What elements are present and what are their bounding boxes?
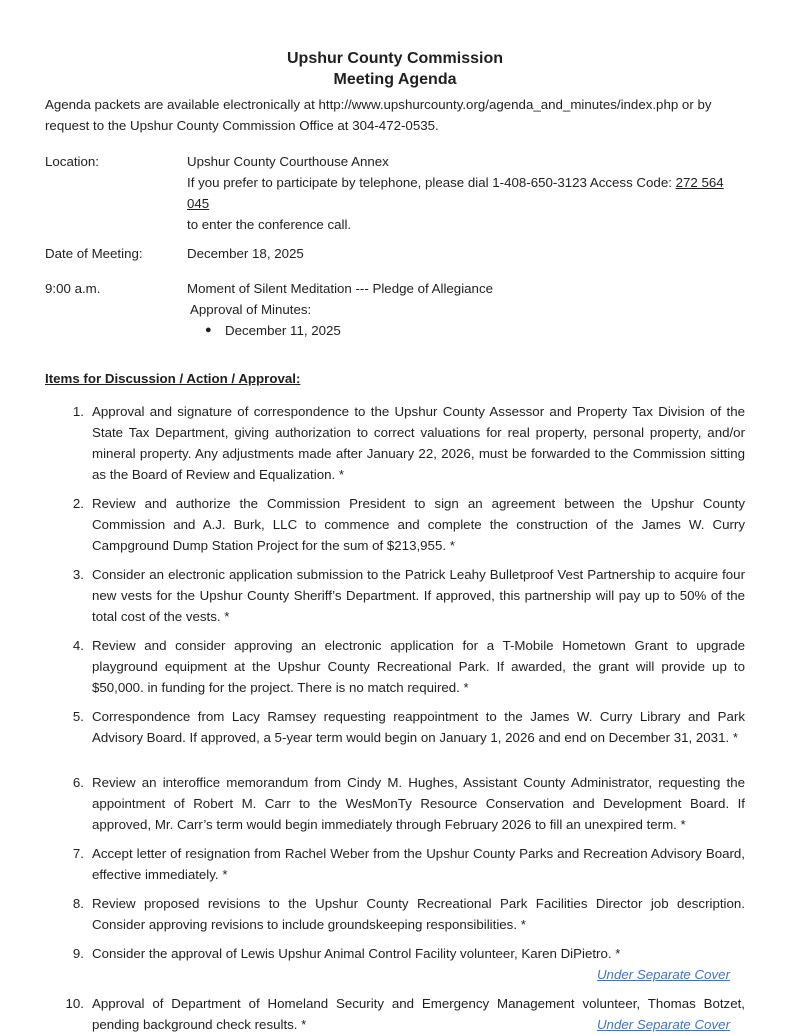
intro-paragraph: Agenda packets are available electronically at http://www.upshurcounty.org/agenda_and_minutes/index.php or by request to the Upshur County Commission Office at 304-472-0535. — [45, 97, 712, 133]
meditation-pledge-line: Moment of Silent Meditation --- Pledge of Allegiance — [187, 281, 493, 296]
location-label: Location: — [45, 154, 99, 169]
agenda-item-9 — [45, 943, 745, 985]
location-value — [187, 151, 745, 235]
item-number: 5. — [72, 709, 84, 724]
access-code: 272 564 045 — [187, 175, 724, 211]
agenda-item-8 — [45, 893, 745, 935]
item-number: 7. — [72, 846, 84, 861]
meeting-time-value — [187, 278, 745, 341]
meeting-date-row — [45, 243, 745, 264]
agenda-items-list — [45, 401, 745, 1035]
item-text: Consider the approval of Lewis Upshur Animal Control Facility volunteer, Karen DiPietro. * — [92, 946, 621, 961]
item-text: Review an interoffice memorandum from Cindy M. Hughes, Assistant County Administrator, requesting the appointment of Robert M. Carr to the WesMonTy Resource Conservation and Development Board. If approved, Mr. Carr’s term would begin immediately through February 2026 to fill an unexpired term. * — [92, 775, 745, 832]
item-number: 4. — [72, 638, 84, 653]
document-title — [45, 48, 745, 90]
item-text: Accept letter of resignation from Rachel Weber from the Upshur County Parks and Recreation Advisory Board, effective immediately. * — [92, 846, 745, 882]
item-number: 10. — [65, 996, 84, 1011]
item-text: Consider an electronic application submission to the Patrick Leahy Bulletproof Vest Partnership to acquire four new vests for the Upshur County Sheriff’s Department. If approved, this partnership will pay up to 50% of the total cost of the vests. * — [92, 567, 745, 624]
minutes-date: December 11, 2025 — [225, 323, 341, 338]
location-row — [45, 151, 745, 235]
item-text: Review proposed revisions to the Upshur County Recreational Park Facilities Director job description. Consider approving revisions to include groundskeeping responsibilities. * — [92, 896, 745, 932]
item-number: 3. — [72, 567, 84, 582]
section-heading: Items for Discussion / Action / Approval: — [45, 371, 301, 386]
agenda-item-7 — [45, 843, 745, 885]
title-line-2: Meeting Agenda — [333, 71, 457, 88]
location-line-2 — [187, 172, 745, 214]
minutes-date-item — [205, 320, 745, 341]
agenda-item-4 — [45, 635, 745, 698]
under-separate-cover-link[interactable]: Under Separate Cover — [596, 967, 730, 982]
approval-of-minutes-line: Approval of Minutes: — [190, 302, 312, 317]
item-number: 6. — [72, 775, 84, 790]
meeting-date-value: December 18, 2025 — [187, 246, 304, 261]
item-number: 9. — [72, 946, 84, 961]
bullet-icon: ● — [205, 324, 212, 336]
meeting-date-label: Date of Meeting: — [45, 246, 143, 261]
item-number: 2. — [72, 496, 84, 511]
agenda-item-10 — [45, 993, 745, 1035]
agenda-item-5 — [45, 706, 745, 748]
title-line-1: Upshur County Commission — [286, 50, 503, 67]
agenda-item-6 — [45, 772, 745, 835]
item-text: Approval and signature of correspondence to the Upshur County Assessor and Property Tax Division of the State Tax Department, giving authorization to correct valuations for real property, personal property, and/or mineral property. Any adjustments made after January 22, 2026, must be forwarded to the Commission sitting as the Board of Review and Equalization. * — [92, 404, 745, 482]
telephone-instructions: If you prefer to participate by telephone, please dial 1-408-650-3123 Access Code: — [187, 175, 676, 190]
agenda-item-3 — [45, 564, 745, 627]
agenda-item-2 — [45, 493, 745, 556]
item-text: Review and consider approving an electronic application for a T-Mobile Hometown Grant to upgrade playground equipment at the Upshur County Recreational Park. If awarded, the grant will provide up to $50,000. in funding for the project. There is no match required. * — [92, 638, 745, 695]
under-separate-cover-link[interactable]: Under Separate Cover — [596, 1017, 730, 1032]
location-line-1: Upshur County Courthouse Annex — [187, 154, 389, 169]
meeting-time-row — [45, 278, 745, 341]
agenda-item-1 — [45, 401, 745, 485]
meeting-time-label: 9:00 a.m. — [45, 281, 101, 296]
item-text: Approval of Department of Homeland Security and Emergency Management volunteer, Thomas Botzet, pending background check results. * — [92, 996, 745, 1032]
location-line-3: to enter the conference call. — [187, 217, 352, 232]
item-text: Review and authorize the Commission President to sign an agreement between the Upshur County Commission and A.J. Burk, LLC to commence and complete the construction of the James W. Curry Campground Dump Station Project for the sum of $213,955. * — [92, 496, 745, 553]
item-text: Correspondence from Lacy Ramsey requesting reappointment to the James W. Curry Library and Park Advisory Board. If approved, a 5-year term would begin on January 1, 2026 and end on December 31, 2031. * — [92, 709, 745, 745]
item-number: 8. — [72, 896, 84, 911]
item-number: 1. — [72, 404, 84, 419]
